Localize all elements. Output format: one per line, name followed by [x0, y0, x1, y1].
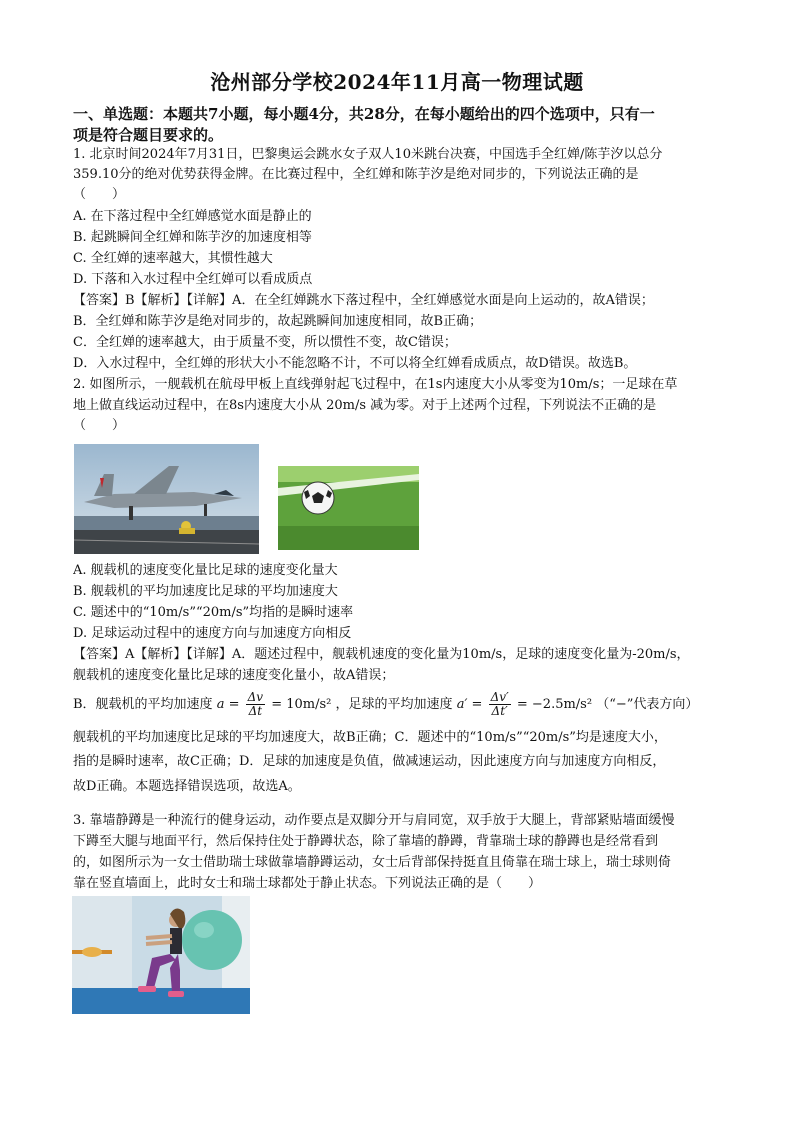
soccer-ball-photo: [278, 466, 419, 550]
q1-option-d: D. 下落和入水过程中全红婵可以看成质点: [73, 272, 313, 287]
formula-result-1: = 10m/s²: [271, 697, 332, 712]
q2-option-c: C. 题述中的“10m/s”“20m/s”均指的是瞬时速率: [73, 605, 354, 620]
q3-stem-line-3: 的，如图所示为一女士借助瑞士球做靠墙静蹲运动，女士后背部保持挺直且倚靠在瑞士球上，瑞士球则倚: [73, 855, 672, 870]
q1-option-b: B. 起跳瞬间全红婵和陈芋汐的加速度相等: [73, 230, 312, 245]
q1-option-a: A. 在下落过程中全红婵感觉水面是静止的: [73, 209, 312, 224]
q3-stem-line-4: 靠在竖直墙面上，此时女士和瑞士球都处于静止状态。下列说法正确的是（ ）: [73, 876, 542, 891]
q1-stem-line-2: 359.10分的绝对优势获得金牌。在比赛过程中，全红婵和陈芋汐是绝对同步的，下列说法正确的是: [73, 167, 639, 182]
q2-stem-line-1: 2. 如图所示，一舰载机在航母甲板上直线弹射起飞过程中，在1s内速度大小从零变为10m/s；一足球在草: [73, 377, 678, 392]
fraction-dv-dt-prime: [489, 691, 511, 718]
wall-squat-photo: [72, 896, 250, 1014]
q2-formula-line: [73, 690, 733, 722]
formula-result-2: = −2.5m/s²: [516, 697, 593, 712]
q2-answer-line-3: 舰载机的平均加速度比足球的平均加速度大，故B正确；C．题述中的“10m/s”“20m/s”均是速度大小，: [73, 730, 667, 745]
q1-answer-line-2: B．全红婵和陈芋汐是绝对同步的，故起跳瞬间加速度相同，故B正确；: [73, 314, 483, 329]
section-heading-line-2: 项是符合题目要求的。: [73, 126, 224, 144]
q2-answer-line-1: 【答案】A【解析】【详解】A．题述过程中，舰载机速度的变化量为10m/s，足球的速度变化量为-20m/s，: [73, 647, 690, 662]
q1-answer-line-4: D．入水过程中，全红婵的形状大小不能忽略不计，不可以将全红婵看成质点，故D错误。故选B。: [73, 356, 637, 371]
q2-option-a: A. 舰载机的速度变化量比足球的速度变化量大: [73, 563, 338, 578]
q3-stem-line-1: 3. 靠墙静蹲是一种流行的健身运动，动作要点是双脚分开与肩同宽，双手放于大腿上，背部紧贴墙面缓慢: [73, 813, 675, 828]
formula-a2-eq: a′ =: [456, 697, 483, 712]
q2-answer-line-5: 故D正确。本题选择错误选项，故选A。: [73, 779, 301, 794]
formula-note: （“−”代表方向）: [596, 697, 699, 712]
q1-answer-line-3: C．全红婵的速率越大，由于质量不变，所以惯性不变，故C错误；: [73, 335, 457, 350]
formula-middle: ，足球的平均加速度: [335, 697, 453, 712]
q1-option-c: C. 全红婵的速率越大，其惯性越大: [73, 251, 273, 266]
q1-stem-line-1: 1. 北京时间2024年7月31日，巴黎奥运会跳水女子双人10米跳台决赛，中国选手全红婵/陈芋汐以总分: [73, 147, 663, 162]
carrier-jet-photo: [74, 444, 259, 554]
fraction-dv-dt: [246, 691, 265, 718]
q2-stem-line-2: 地上做直线运动过程中，在8s内速度大小从 20m/s 减为零。对于上述两个过程，下列说法不正确的是: [73, 398, 657, 413]
formula-prefix: B．舰载机的平均加速度: [73, 697, 213, 712]
fraction-denominator-prime: Δt′: [491, 704, 508, 718]
q2-option-b: B. 舰载机的平均加速度比足球的平均加速度大: [73, 584, 338, 599]
fraction-numerator-prime: Δv′: [490, 690, 509, 704]
q2-answer-line-4: 指的是瞬时速率，故C正确；D．足球的加速度是负值，做减速运动，因此速度方向与加速度方向相反，: [73, 754, 666, 769]
q2-option-d: D. 足球运动过程中的速度方向与加速度方向相反: [73, 626, 352, 641]
q1-answer-line-1: 【答案】B【解析】【详解】A．在全红婵跳水下落过程中，全红婵感觉水面是向上运动的，故A错误；: [73, 293, 654, 308]
fraction-denominator: Δt: [248, 704, 263, 718]
formula-a-eq: a =: [216, 697, 240, 712]
fraction-numerator: Δv: [247, 690, 264, 704]
q3-stem-line-2: 下蹲至大腿与地面平行，然后保持住处于静蹲状态，除了靠墙的静蹲，背靠瑞士球的静蹲也是经常看到: [73, 834, 659, 849]
q1-answer-paren: （ ）: [73, 187, 126, 202]
q2-answer-paren: （ ）: [73, 418, 126, 433]
section-heading-line-1: 一、单选题：本题共7小题，每小题4分，共28分，在每小题给出的四个选项中，只有一: [73, 105, 655, 123]
q2-answer-line-2: 舰载机的速度变化量比足球的速度变化量小，故A错误；: [73, 668, 395, 683]
page-title: 沧州部分学校2024年11月高一物理试题: [210, 70, 584, 94]
